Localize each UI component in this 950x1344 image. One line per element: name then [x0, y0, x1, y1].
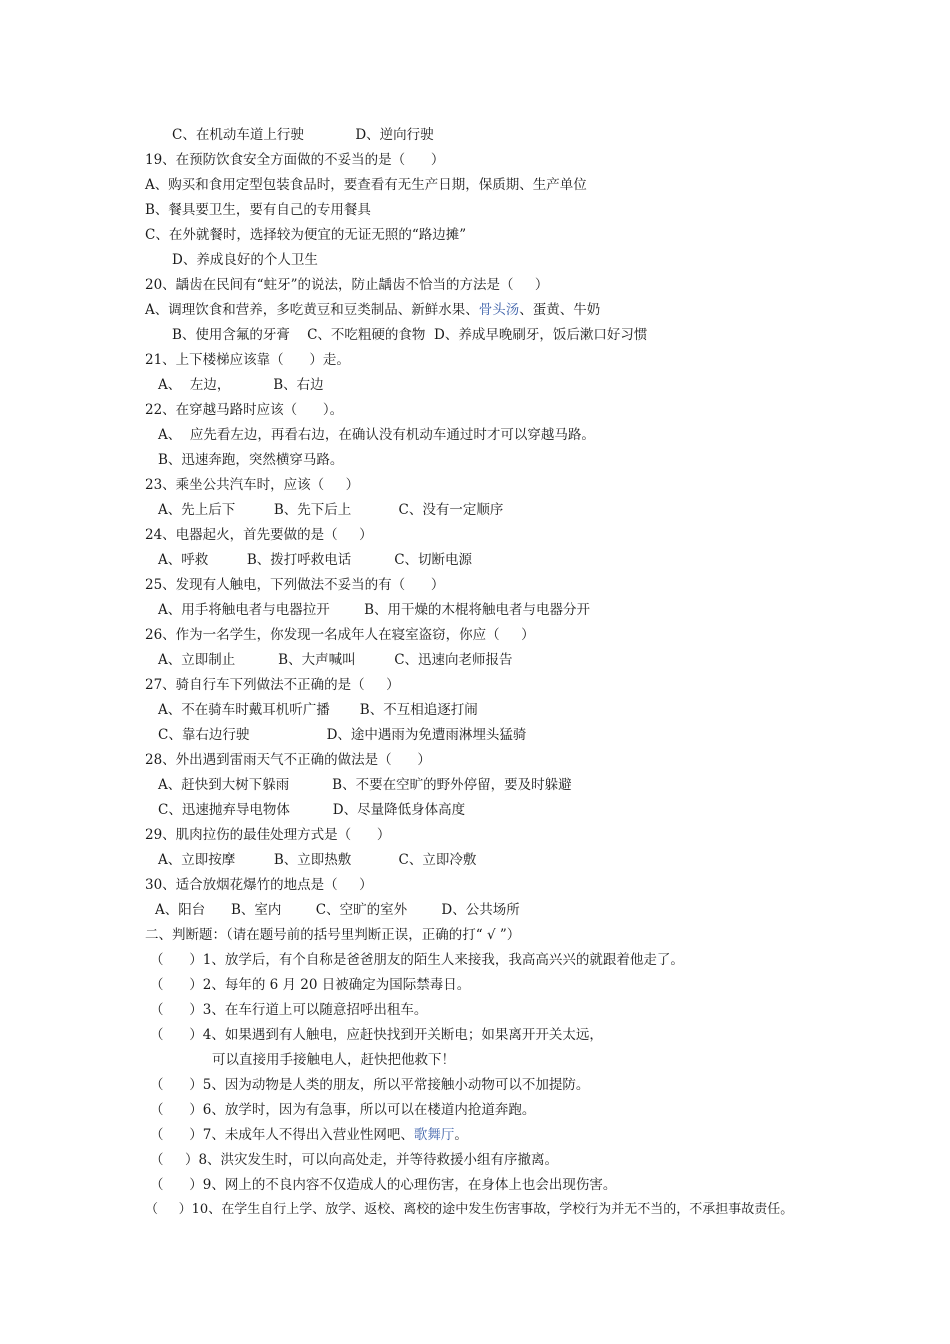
q24-question: 24、电器起火，首先要做的是（ ）: [145, 527, 373, 543]
q26-question: 26、作为一名学生，你发现一名成年人在寝室盗窃，你应（ ）: [145, 627, 535, 643]
q23-options: A、先上后下 B、先下后上 C、没有一定顺序: [158, 502, 504, 518]
q19-option-c: C、在外就餐时，选择较为便宜的无证无照的“路边摊”: [145, 227, 467, 243]
q19-option-a: A、购买和食用定型包装食品时，要查看有无生产日期，保质期、生产单位: [145, 177, 587, 193]
q27-options-ab: A、不在骑车时戴耳机听广播 B、不互相追逐打闹: [158, 702, 478, 718]
judge-7-rest: 。: [454, 1127, 468, 1143]
judge-9: （ ）9、网上的不良内容不仅造成人的心理伤害，在身体上也会出现伤害。: [150, 1177, 617, 1193]
q29-question: 29、肌肉拉伤的最佳处理方式是（ ）: [145, 827, 391, 843]
judge-10: （ ）10、在学生自行上学、放学、返校、离校的途中发生伤害事故，学校行为并无不当的，不承担事故责任。: [145, 1202, 794, 1217]
q28-question: 28、外出遇到雷雨天气不正确的做法是（ ）: [145, 752, 431, 768]
q28-options-cd: C、迅速抛弃导电物体 D、尽量降低身体高度: [158, 802, 466, 818]
q20-option-a-link[interactable]: 骨头汤: [478, 302, 520, 318]
q21-question: 21、上下楼梯应该靠（ ）走。: [145, 352, 350, 368]
q30-options: A、阳台 B、室内 C、空旷的室外 D、公共场所: [155, 902, 520, 918]
q24-options: A、呼救 B、拨打呼救电话 C、切断电源: [158, 552, 473, 568]
q26-options: A、立即制止 B、大声喊叫 C、迅速向老师报告: [158, 652, 513, 668]
judge-6: （ ）6、放学时，因为有急事，所以可以在楼道内抢道奔跑。: [150, 1102, 536, 1118]
judge-1: （ ）1、放学后，有个自称是爸爸朋友的陌生人来接我，我高高兴兴的就跟着他走了。: [150, 952, 684, 968]
q22-option-a: A、 应先看左边，再看右边，在确认没有机动车通过时才可以穿越马路。: [158, 427, 595, 443]
q20-option-a-text: A、调理饮食和营养，多吃黄豆和豆类制品、新鲜水果、: [145, 302, 479, 318]
q30-question: 30、适合放烟花爆竹的地点是（ ）: [145, 877, 373, 893]
q29-options: A、立即按摩 B、立即热敷 C、立即冷敷: [158, 852, 477, 868]
section-2-title: 二、判断题：（请在题号前的括号里判断正误，正确的打“ √ ”）: [145, 927, 521, 943]
q25-question: 25、发现有人触电，下列做法不妥当的有（ ）: [145, 577, 445, 593]
judge-4-continued: 可以直接用手接触电人，赶快把他救下！: [212, 1052, 455, 1068]
judge-5: （ ）5、因为动物是人类的朋友，所以平常接触小动物可以不加提防。: [150, 1077, 590, 1093]
judge-2: （ ）2、每年的 6 月 20 日被确定为国际禁毒日。: [150, 977, 471, 993]
judge-7-link[interactable]: 歌舞厅: [413, 1127, 455, 1143]
q23-question: 23、乘坐公共汽车时，应该（ ）: [145, 477, 360, 493]
q19-option-d: D、养成良好的个人卫生: [172, 252, 318, 268]
q22-question: 22、在穿越马路时应该（ ）。: [145, 402, 344, 418]
judge-7-text: （ ）7、未成年人不得出入营业性网吧、: [150, 1127, 414, 1143]
q20-option-a-rest: 、蛋黄、牛奶: [519, 302, 601, 318]
q28-options-ab: A、赶快到大树下躲雨 B、不要在空旷的野外停留，要及时躲避: [158, 777, 572, 793]
q18-options-cd: C、在机动车道上行驶 D、逆向行驶: [172, 127, 434, 143]
q21-options: A、 左边， B、右边: [158, 377, 324, 393]
judge-7: [150, 1125, 468, 1145]
q19-question: 19、在预防饮食安全方面做的不妥当的是（ ）: [145, 152, 445, 168]
q19-option-b: B、餐具要卫生，要有自己的专用餐具: [145, 202, 371, 218]
q25-options: A、用手将触电者与电器拉开 B、用干燥的木棍将触电者与电器分开: [158, 602, 590, 618]
q20-options-bcd: B、使用含氟的牙膏 C、不吃粗硬的食物 D、养成早晚刷牙，饭后漱口好习惯: [172, 327, 648, 343]
judge-3: （ ）3、在车行道上可以随意招呼出租车。: [150, 1002, 428, 1018]
judge-8: （ ）8、洪灾发生时，可以向高处走，并等待救援小组有序撤离。: [150, 1152, 559, 1168]
judge-4: （ ）4、如果遇到有人触电，应赶快找到开关断电；如果离开开关太远，: [150, 1027, 603, 1043]
q20-option-a: [145, 300, 600, 320]
q20-question: 20、龋齿在民间有“蛀牙”的说法，防止龋齿不恰当的方法是（ ）: [145, 277, 549, 293]
q27-options-cd: C、靠右边行驶 D、途中遇雨为免遭雨淋埋头猛骑: [158, 727, 527, 743]
q22-option-b: B、迅速奔跑，突然横穿马路。: [158, 452, 344, 468]
q27-question: 27、骑自行车下列做法不正确的是（ ）: [145, 677, 400, 693]
